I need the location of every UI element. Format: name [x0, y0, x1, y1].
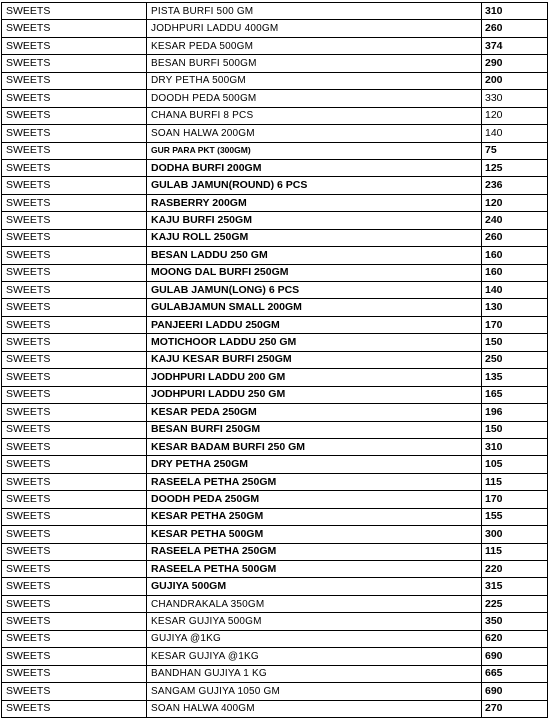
category-cell: SWEETS [2, 125, 147, 142]
category-cell: SWEETS [2, 229, 147, 246]
item-name-cell: GULAB JAMUN(LONG) 6 PCS [147, 282, 482, 299]
table-row [2, 229, 548, 246]
category-cell: SWEETS [2, 473, 147, 490]
item-name-cell: SANGAM GUJIYA 1050 GM [147, 683, 482, 700]
price-cell: 150 [482, 421, 548, 438]
item-name-cell: BESAN LADDU 250 GM [147, 247, 482, 264]
table-row [2, 247, 548, 264]
category-cell: SWEETS [2, 369, 147, 386]
price-cell: 665 [482, 665, 548, 682]
price-cell: 236 [482, 177, 548, 194]
category-cell: SWEETS [2, 630, 147, 647]
table-row [2, 107, 548, 124]
category-cell: SWEETS [2, 683, 147, 700]
table-row [2, 648, 548, 665]
item-name-cell: CHANA BURFI 8 PCS [147, 107, 482, 124]
price-cell: 135 [482, 369, 548, 386]
item-name-cell: KESAR PEDA 500GM [147, 37, 482, 54]
table-row [2, 595, 548, 612]
table-row [2, 561, 548, 578]
category-cell: SWEETS [2, 700, 147, 717]
category-cell: SWEETS [2, 421, 147, 438]
table-row [2, 404, 548, 421]
item-name-cell: KESAR GUJIYA 500GM [147, 613, 482, 630]
price-cell: 310 [482, 3, 548, 20]
price-cell: 170 [482, 491, 548, 508]
category-cell: SWEETS [2, 159, 147, 176]
item-name-cell: BANDHAN GUJIYA 1 KG [147, 665, 482, 682]
item-name-cell: KESAR PETHA 250GM [147, 508, 482, 525]
category-cell: SWEETS [2, 613, 147, 630]
price-cell: 150 [482, 334, 548, 351]
item-name-cell: KAJU KESAR BURFI 250GM [147, 351, 482, 368]
item-name-cell: SOAN HALWA 400GM [147, 700, 482, 717]
category-cell: SWEETS [2, 491, 147, 508]
category-cell: SWEETS [2, 299, 147, 316]
table-row [2, 90, 548, 107]
category-cell: SWEETS [2, 508, 147, 525]
item-name-cell: DODHA BURFI 200GM [147, 159, 482, 176]
item-name-cell: KAJU BURFI 250GM [147, 212, 482, 229]
price-cell: 160 [482, 264, 548, 281]
category-cell: SWEETS [2, 543, 147, 560]
category-cell: SWEETS [2, 55, 147, 72]
price-cell: 330 [482, 90, 548, 107]
table-row [2, 316, 548, 333]
price-cell: 140 [482, 125, 548, 142]
price-cell: 270 [482, 700, 548, 717]
item-name-cell: PISTA BURFI 500 GM [147, 3, 482, 20]
category-cell: SWEETS [2, 3, 147, 20]
category-cell: SWEETS [2, 72, 147, 89]
category-cell: SWEETS [2, 177, 147, 194]
table-row [2, 508, 548, 525]
item-name-cell: DOODH PEDA 500GM [147, 90, 482, 107]
price-cell: 374 [482, 37, 548, 54]
table-row [2, 473, 548, 490]
category-cell: SWEETS [2, 142, 147, 159]
price-list-table [1, 2, 548, 718]
category-cell: SWEETS [2, 212, 147, 229]
table-row [2, 700, 548, 717]
category-cell: SWEETS [2, 37, 147, 54]
table-row [2, 438, 548, 455]
table-row [2, 334, 548, 351]
price-cell: 170 [482, 316, 548, 333]
price-cell: 260 [482, 20, 548, 37]
price-cell: 225 [482, 595, 548, 612]
table-row [2, 282, 548, 299]
price-cell: 315 [482, 578, 548, 595]
item-name-cell: JODHPURI LADDU 400GM [147, 20, 482, 37]
table-row [2, 264, 548, 281]
item-name-cell: KESAR GUJIYA @1KG [147, 648, 482, 665]
item-name-cell: BESAN BURFI 500GM [147, 55, 482, 72]
table-row [2, 194, 548, 211]
price-cell: 105 [482, 456, 548, 473]
price-cell: 260 [482, 229, 548, 246]
category-cell: SWEETS [2, 351, 147, 368]
table-row [2, 665, 548, 682]
table-row [2, 142, 548, 159]
category-cell: SWEETS [2, 561, 147, 578]
table-row [2, 386, 548, 403]
category-cell: SWEETS [2, 386, 147, 403]
category-cell: SWEETS [2, 648, 147, 665]
item-name-cell: GUJIYA @1KG [147, 630, 482, 647]
table-row [2, 3, 548, 20]
price-cell: 350 [482, 613, 548, 630]
price-cell: 140 [482, 282, 548, 299]
item-name-cell: BESAN BURFI 250GM [147, 421, 482, 438]
item-name-cell: GULAB JAMUN(ROUND) 6 PCS [147, 177, 482, 194]
table-row [2, 543, 548, 560]
price-cell: 310 [482, 438, 548, 455]
price-cell: 290 [482, 55, 548, 72]
table-row [2, 630, 548, 647]
category-cell: SWEETS [2, 456, 147, 473]
table-row [2, 491, 548, 508]
item-name-cell: GULABJAMUN SMALL 200GM [147, 299, 482, 316]
table-row [2, 125, 548, 142]
item-name-cell: DOODH PEDA 250GM [147, 491, 482, 508]
table-row [2, 212, 548, 229]
item-name-cell: KESAR PETHA 500GM [147, 526, 482, 543]
category-cell: SWEETS [2, 20, 147, 37]
table-row [2, 526, 548, 543]
table-row [2, 683, 548, 700]
price-cell: 115 [482, 473, 548, 490]
category-cell: SWEETS [2, 90, 147, 107]
price-cell: 120 [482, 194, 548, 211]
item-name-cell: RASEELA PETHA 250GM [147, 543, 482, 560]
price-cell: 200 [482, 72, 548, 89]
item-name-cell: PANJEERI LADDU 250GM [147, 316, 482, 333]
category-cell: SWEETS [2, 316, 147, 333]
item-name-cell: MOTICHOOR LADDU 250 GM [147, 334, 482, 351]
price-cell: 240 [482, 212, 548, 229]
table-row [2, 177, 548, 194]
price-cell: 120 [482, 107, 548, 124]
item-name-cell: DRY PETHA 500GM [147, 72, 482, 89]
price-cell: 196 [482, 404, 548, 421]
item-name-cell: KESAR PEDA 250GM [147, 404, 482, 421]
table-row [2, 159, 548, 176]
category-cell: SWEETS [2, 334, 147, 351]
price-cell: 155 [482, 508, 548, 525]
price-cell: 620 [482, 630, 548, 647]
category-cell: SWEETS [2, 526, 147, 543]
table-row [2, 72, 548, 89]
price-cell: 160 [482, 247, 548, 264]
price-cell: 115 [482, 543, 548, 560]
item-name-cell: SOAN HALWA 200GM [147, 125, 482, 142]
category-cell: SWEETS [2, 247, 147, 264]
price-cell: 690 [482, 683, 548, 700]
category-cell: SWEETS [2, 282, 147, 299]
price-cell: 690 [482, 648, 548, 665]
table-row [2, 578, 548, 595]
item-name-cell: DRY PETHA 250GM [147, 456, 482, 473]
category-cell: SWEETS [2, 578, 147, 595]
item-name-cell: JODHPURI LADDU 250 GM [147, 386, 482, 403]
table-row [2, 20, 548, 37]
table-row [2, 421, 548, 438]
category-cell: SWEETS [2, 107, 147, 124]
category-cell: SWEETS [2, 194, 147, 211]
table-row [2, 369, 548, 386]
table-row [2, 351, 548, 368]
price-cell: 250 [482, 351, 548, 368]
item-name-cell: GUJIYA 500GM [147, 578, 482, 595]
item-name-cell: RASEELA PETHA 250GM [147, 473, 482, 490]
item-name-cell: KESAR BADAM BURFI 250 GM [147, 438, 482, 455]
table-row [2, 456, 548, 473]
price-cell: 300 [482, 526, 548, 543]
price-cell: 75 [482, 142, 548, 159]
price-cell: 130 [482, 299, 548, 316]
table-row [2, 613, 548, 630]
category-cell: SWEETS [2, 264, 147, 281]
item-name-cell: MOONG DAL BURFI 250GM [147, 264, 482, 281]
item-name-cell: GUR PARA PKT (300GM) [147, 142, 482, 159]
category-cell: SWEETS [2, 595, 147, 612]
category-cell: SWEETS [2, 438, 147, 455]
price-cell: 220 [482, 561, 548, 578]
item-name-cell: RASBERRY 200GM [147, 194, 482, 211]
category-cell: SWEETS [2, 665, 147, 682]
table-row [2, 299, 548, 316]
category-cell: SWEETS [2, 404, 147, 421]
item-name-cell: JODHPURI LADDU 200 GM [147, 369, 482, 386]
item-name-cell: CHANDRAKALA 350GM [147, 595, 482, 612]
table-row [2, 37, 548, 54]
item-name-cell: RASEELA PETHA 500GM [147, 561, 482, 578]
price-cell: 125 [482, 159, 548, 176]
price-cell: 165 [482, 386, 548, 403]
item-name-cell: KAJU ROLL 250GM [147, 229, 482, 246]
table-row [2, 55, 548, 72]
price-list-body [2, 3, 548, 718]
